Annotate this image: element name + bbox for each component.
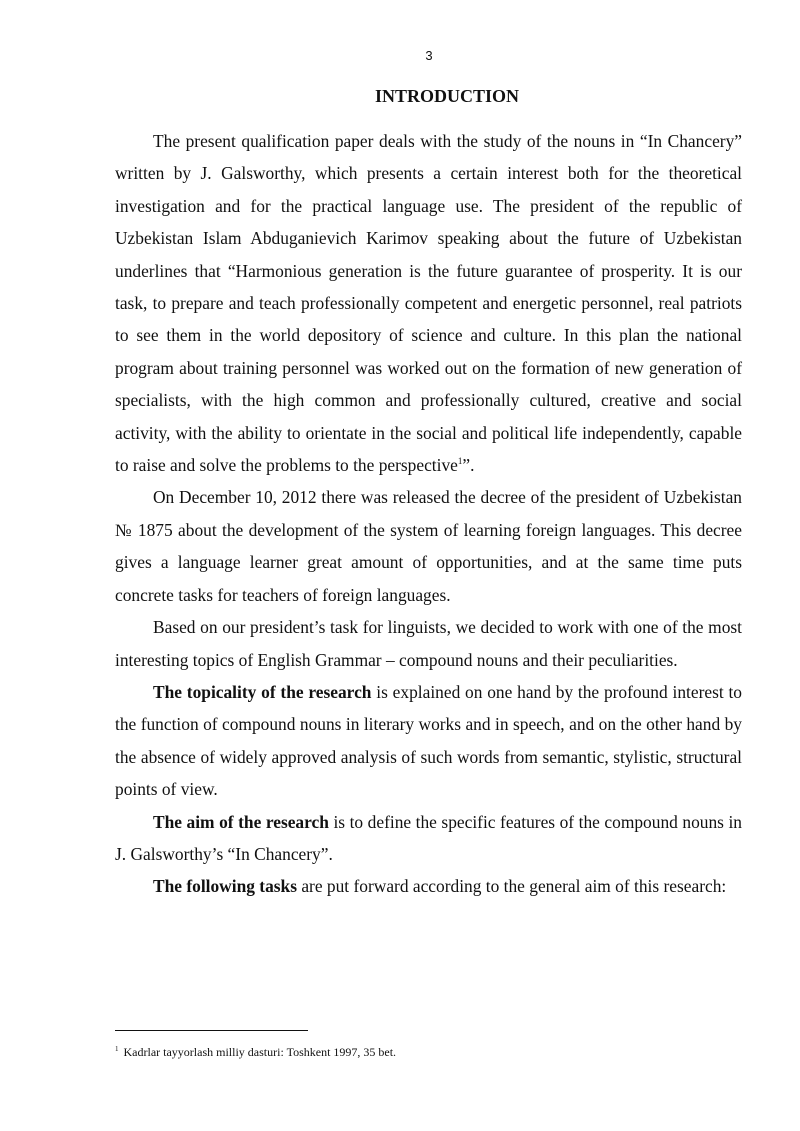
footnote [115, 1041, 742, 1060]
paragraph-1-text: The present qualification paper deals with the study of the nouns in “In Chancery” written by J. Galsworthy, which presents a certain interest both for the theoretical investigation and for the practical language use. The president of the republic of Uzbekistan Islam Abduganievich Karimov speaking about the future of Uzbekistan underlines that “Harmonious generation is the future guarantee of prosperity. It is our task, to prepare and teach professionally competent and energetic personnel, real patriots to see them in the world depository of science and culture. In this plan the national program about training personnel was worked out on the formation of new generation of specialists, with the high common and professionally cultured, creative and social activity, with the ability to orientate in the social and political life independently, capable to raise and solve the problems to the perspective [115, 131, 742, 476]
paragraph-5 [115, 806, 742, 871]
footnote-text: Kadrlar tayyorlash milliy dasturi: Toshkent 1997, 35 bet. [120, 1045, 397, 1059]
paragraph-1 [115, 125, 742, 481]
page-number: 3 [425, 48, 433, 63]
topicality-label: The topicality of the research [153, 681, 372, 702]
paragraph-4 [115, 676, 742, 806]
section-heading: INTRODUCTION [374, 86, 520, 106]
paragraph-6 [115, 870, 742, 902]
footnote-divider [115, 1030, 308, 1031]
footnote-number: 1 [115, 1045, 119, 1053]
paragraph-3: Based on our president’s task for linguists, we decided to work with one of the most interesting topics of English Grammar – compound nouns and their peculiarities. [115, 617, 742, 670]
paragraph-2: On December 10, 2012 there was released the decree of the president of Uzbekistan № 1875 about the development of the system of learning foreign languages. This decree gives a language learner great amount of opportunities, and at the same time puts concrete tasks for teachers of foreign languages. [115, 487, 742, 605]
paragraph-5-text: is to define the specific features of the compound nouns in J. Galsworthy’s “In Chancery”. [115, 811, 742, 864]
paragraph-4-text: is explained on one hand by the profound interest to the function of compound nouns in literary works and in speech, and on the other hand by the absence of widely approved analysis of such words from semantic, stylistic, structural points of view. [115, 681, 742, 800]
body-text [115, 125, 742, 903]
footnote-reference: 1 [457, 456, 463, 467]
tasks-label: The following tasks [153, 876, 297, 897]
paragraph-1-tail: ”. [462, 455, 475, 476]
paragraph-6-text: are put forward according to the general aim of this research: [296, 876, 727, 897]
aim-label: The aim of the research [153, 811, 329, 832]
